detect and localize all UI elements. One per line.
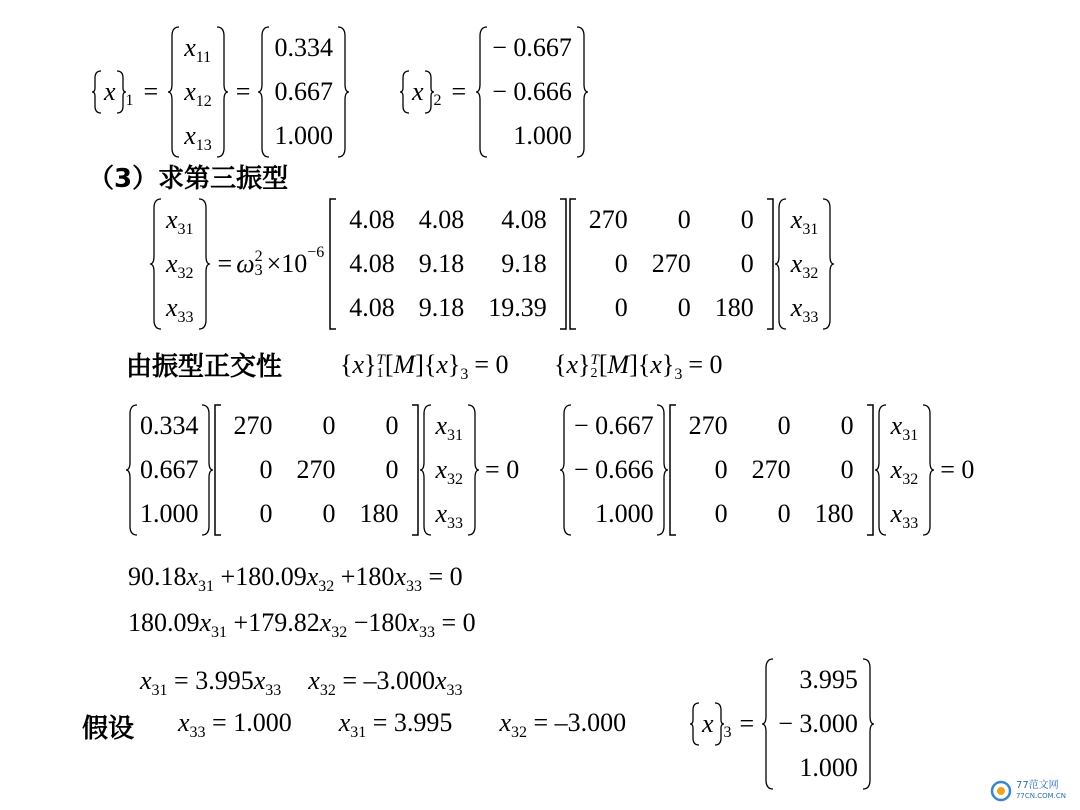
left-bracket bbox=[328, 198, 337, 330]
equals-sign: = bbox=[451, 77, 467, 106]
x-symbol: x bbox=[104, 77, 116, 106]
orthogonality-equation-2: {x} T 2 $[M]\{x\}_3 = 0$ bbox=[554, 350, 723, 383]
unknown-vector: $x_{31}$ $x_{32}$ $x_{33}$ bbox=[435, 411, 464, 532]
equals-sign: = bbox=[235, 77, 251, 106]
right-brace bbox=[337, 26, 349, 158]
right-brace bbox=[198, 198, 210, 330]
left-brace bbox=[92, 70, 102, 114]
left-brace bbox=[400, 70, 410, 114]
left-brace bbox=[126, 404, 138, 536]
equals-sign: = bbox=[217, 249, 233, 278]
left-brace bbox=[476, 26, 488, 158]
right-brace bbox=[116, 70, 126, 114]
value-column: 3.995 − 3.000 1.000 bbox=[778, 665, 858, 782]
flexibility-matrix: 4.08 4.08 4.08 4.08 9.18 9.18 4.08 9.18 19.39 bbox=[349, 205, 547, 322]
left-brace bbox=[875, 404, 887, 536]
right-bracket bbox=[866, 404, 875, 536]
left-brace bbox=[420, 404, 432, 536]
assumed-values: $x_{33} = 1.000$ $x_{31} = 3.995$ $x_{32} = -3.000$ bbox=[178, 708, 627, 741]
right-brace bbox=[216, 26, 228, 158]
omega-symbol: ω bbox=[236, 249, 255, 278]
vector-x1-equation bbox=[92, 26, 349, 158]
site-logo bbox=[990, 780, 1066, 802]
right-bracket bbox=[559, 198, 568, 330]
right-brace bbox=[714, 702, 724, 746]
linear-equation-1: $90.18x_{31} +180.09x_{32} +180x_{33} = 0$ bbox=[128, 562, 463, 595]
logo-line-1: 77范文网 bbox=[1015, 780, 1059, 791]
lhs-column: $x_{31}$ $x_{32}$ $x_{33}$ bbox=[166, 205, 194, 326]
omega-scripts: 2 3 bbox=[254, 248, 263, 279]
equals-zero: = 0 bbox=[485, 455, 520, 484]
third-mode-equation bbox=[150, 198, 834, 330]
right-brace bbox=[201, 404, 213, 536]
right-brace bbox=[424, 70, 434, 114]
right-brace bbox=[656, 404, 668, 536]
vector-x2-equation bbox=[400, 26, 588, 158]
orthogonality-matrix-equation-1 bbox=[126, 404, 519, 536]
left-brace bbox=[168, 26, 180, 158]
left-brace bbox=[762, 658, 774, 790]
right-bracket bbox=[766, 198, 775, 330]
equals-sign: = bbox=[739, 709, 755, 738]
right-bracket bbox=[411, 404, 420, 536]
left-brace bbox=[775, 198, 787, 330]
right-brace bbox=[467, 404, 479, 536]
subscript: 2 bbox=[433, 92, 442, 109]
section-heading: （3）求第三振型 bbox=[88, 164, 289, 194]
subscript: 3 bbox=[723, 724, 732, 741]
orthogonality-label: 由振型正交性 bbox=[126, 352, 283, 382]
scale-factor: ×10 bbox=[266, 249, 308, 278]
left-brace bbox=[258, 26, 270, 158]
right-brace bbox=[822, 198, 834, 330]
left-bracket bbox=[213, 404, 222, 536]
mode-vector: 0.334 0.667 1.000 bbox=[140, 411, 199, 528]
value-column: − 0.667 − 0.666 1.000 bbox=[492, 33, 572, 150]
subscript: 1 bbox=[125, 92, 134, 109]
mass-matrix: 270 0 0 0 270 0 0 0 180 bbox=[233, 411, 399, 528]
value-column: 0.334 0.667 1.000 bbox=[274, 33, 333, 150]
assume-label: 假设 bbox=[82, 714, 135, 744]
mode-vector: − 0.667 − 0.666 1.000 bbox=[574, 411, 654, 528]
left-brace bbox=[560, 404, 572, 536]
x-symbol: x bbox=[702, 709, 714, 738]
mass-matrix: 270 0 0 0 270 0 0 0 180 bbox=[688, 411, 854, 528]
orthogonality-equation-1: {x} T 1 $[M]\{x\}_3 = 0$ bbox=[340, 350, 509, 383]
rhs-column: $x_{31}$ $x_{32}$ $x_{33}$ bbox=[790, 205, 819, 326]
logo-icon bbox=[990, 780, 1012, 802]
equals-sign: = bbox=[143, 77, 159, 106]
right-brace bbox=[576, 26, 588, 158]
logo-line-2: 77CN.COM.CN bbox=[1015, 792, 1066, 800]
exponent: −6 bbox=[307, 244, 325, 261]
right-brace bbox=[922, 404, 934, 536]
orthogonality-matrix-equation-2 bbox=[560, 404, 974, 536]
unknown-vector: $x_{31}$ $x_{32}$ $x_{33}$ bbox=[890, 411, 919, 532]
left-brace bbox=[690, 702, 700, 746]
left-bracket bbox=[568, 198, 577, 330]
linear-equation-2: $180.09x_{31} +179.82x_{32} -180x_{33} = 0$ bbox=[128, 608, 476, 641]
right-brace bbox=[862, 658, 874, 790]
symbol-column: $x_{11}$ $x_{12}$ $x_{13}$ bbox=[184, 33, 212, 154]
mass-matrix: 270 0 0 0 270 0 0 0 180 bbox=[588, 205, 754, 322]
equals-zero: = 0 bbox=[940, 455, 975, 484]
left-bracket bbox=[668, 404, 677, 536]
solution-relations: $x_{31} = 3.995x_{33}$ $x_{32} = -3.000x_{33}$ bbox=[140, 666, 463, 699]
left-brace bbox=[150, 198, 162, 330]
vector-x3-result bbox=[690, 658, 874, 790]
x-symbol: x bbox=[412, 77, 424, 106]
